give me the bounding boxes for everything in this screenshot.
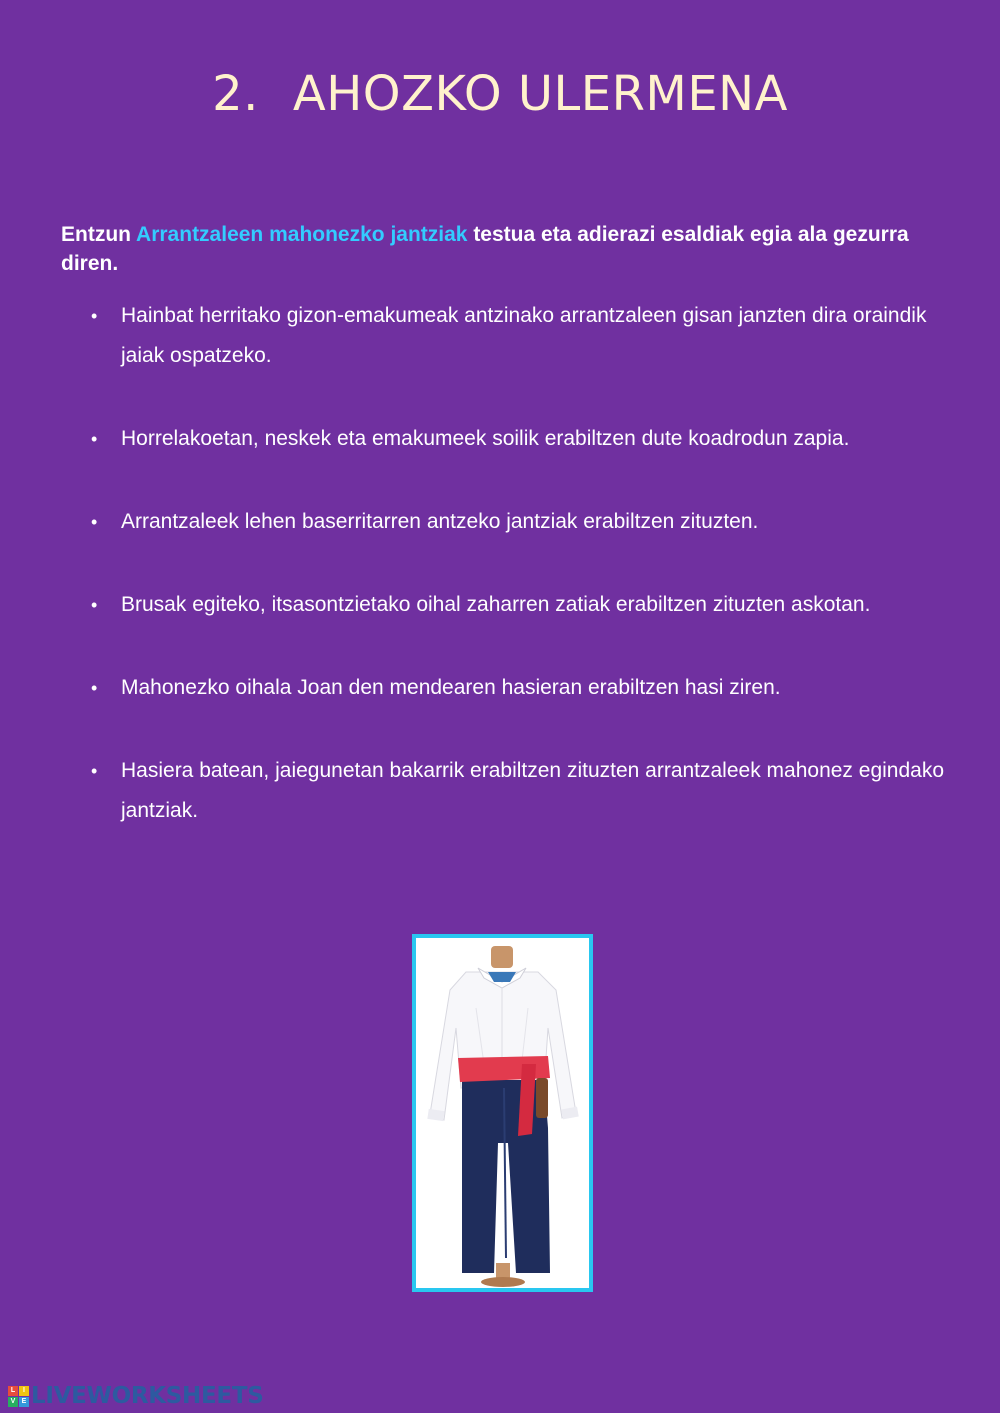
bullet-icon: • bbox=[91, 306, 98, 326]
liveworksheets-logo bbox=[8, 1382, 263, 1410]
bullet-icon: • bbox=[91, 678, 98, 698]
statement-item bbox=[87, 296, 967, 376]
statement-text: Mahonezko oihala Joan den mendearen hasieran erabiltzen hasi ziren. bbox=[121, 676, 781, 699]
instruction-after: testua eta adierazi esaldiak egia ala gezurra diren. bbox=[61, 223, 909, 275]
fisherman-costume-icon bbox=[416, 938, 589, 1288]
statement-text: Hasiera batean, jaiegunetan bakarrik erabiltzen zituzten arrantzaleek mahonez egindako jantziak. bbox=[121, 759, 945, 822]
bullet-icon: • bbox=[91, 512, 98, 532]
logo-letter: I bbox=[19, 1386, 29, 1396]
bullet-icon: • bbox=[91, 595, 98, 615]
instruction-highlight: Arrantzaleen mahonezko jantziak bbox=[136, 223, 468, 246]
bullet-icon: • bbox=[91, 429, 98, 449]
statement-item bbox=[87, 668, 967, 708]
instruction-text bbox=[61, 220, 941, 278]
logo-letter: E bbox=[19, 1397, 29, 1407]
statement-item bbox=[87, 419, 967, 459]
logo-mark-icon bbox=[8, 1386, 29, 1407]
statement-list bbox=[87, 296, 967, 874]
instruction-before: Entzun bbox=[61, 223, 137, 246]
statement-item bbox=[87, 751, 967, 831]
costume-photo bbox=[412, 934, 593, 1292]
section-title-text: AHOZKO ULERMENA bbox=[292, 66, 788, 122]
brand-name: LIVEWORKSHEETS bbox=[31, 1383, 264, 1409]
statement-text: Horrelakoetan, neskek eta emakumeek soilik erabiltzen dute koadrodun zapia. bbox=[121, 427, 850, 450]
statement-text: Hainbat herritako gizon-emakumeak antzinako arrantzaleen gisan janzten dira oraindik jaiak ospatzeko. bbox=[121, 304, 927, 367]
bullet-icon: • bbox=[91, 761, 98, 781]
statement-text: Arrantzaleek lehen baserritarren antzeko jantziak erabiltzen zituzten. bbox=[121, 510, 759, 533]
page-title bbox=[0, 66, 1000, 122]
statement-text: Brusak egiteko, itsasontzietako oihal zaharren zatiak erabiltzen zituzten askotan. bbox=[121, 593, 871, 616]
logo-letter: L bbox=[8, 1386, 18, 1396]
section-number: 2. bbox=[212, 66, 259, 122]
logo-letter: V bbox=[8, 1397, 18, 1407]
statement-item bbox=[87, 502, 967, 542]
statement-item bbox=[87, 585, 967, 625]
